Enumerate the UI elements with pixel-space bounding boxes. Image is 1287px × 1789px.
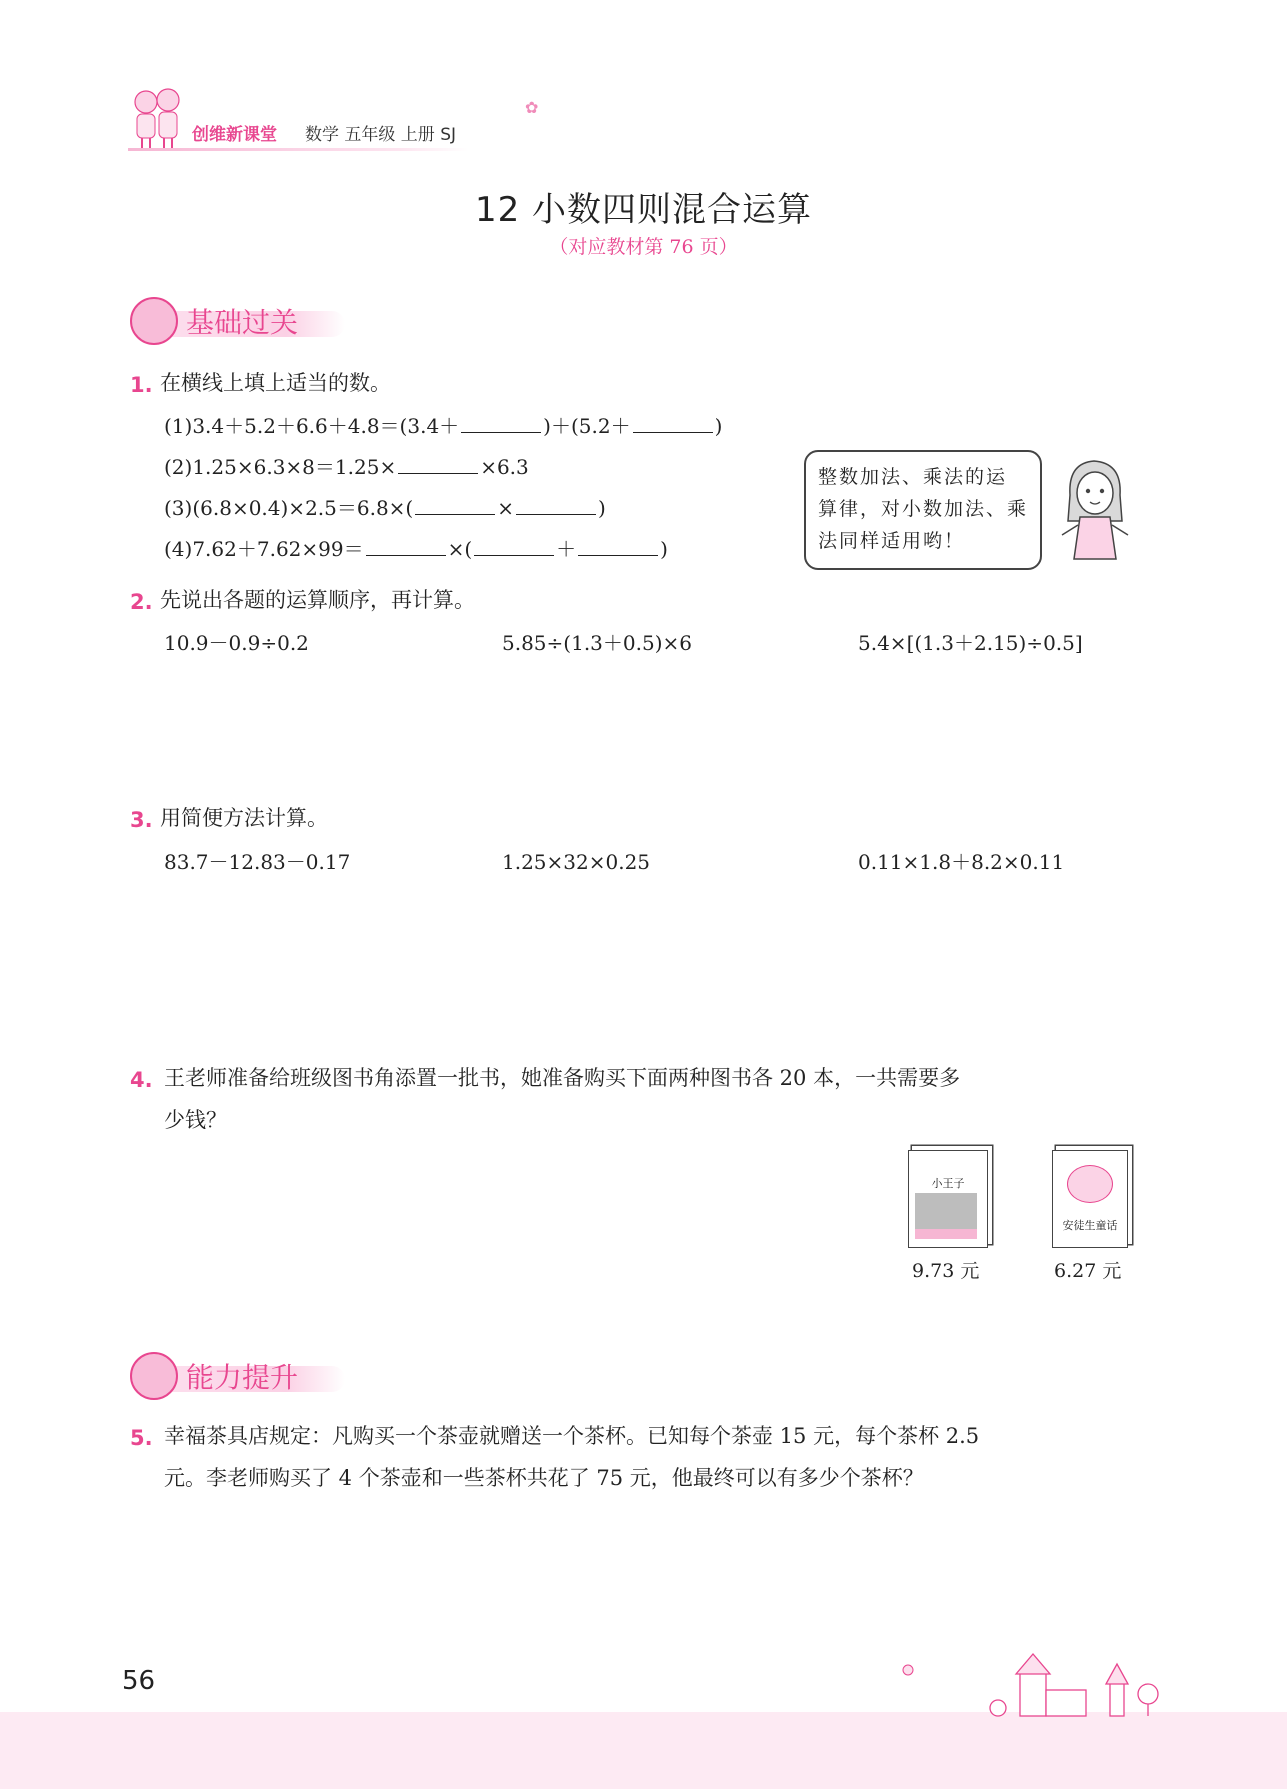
expr-part: ) (660, 537, 668, 561)
question-number: 5. (130, 1426, 153, 1450)
page-title: 12 小数四则混合运算 (474, 190, 813, 230)
expr-part: (4)7.62＋7.62×99＝ (164, 537, 364, 561)
book-title: 安徒生童话 (1062, 1219, 1118, 1232)
header-logo (128, 86, 186, 150)
answer-blank[interactable] (398, 455, 478, 474)
answer-blank[interactable] (461, 414, 541, 433)
page-subtitle: （对应教材第 76 页） (549, 236, 738, 258)
mascot-icon (130, 297, 178, 345)
book-title: 小王子 (931, 1177, 965, 1190)
q1-item-4 (164, 536, 668, 562)
expr-part: ＋ (556, 537, 577, 561)
answer-blank[interactable] (633, 414, 713, 433)
expr-part: ×( (447, 537, 473, 561)
answer-blank[interactable] (366, 537, 446, 556)
q1-item-2 (164, 454, 529, 480)
answer-blank[interactable] (578, 537, 658, 556)
question-text: 用简便方法计算。 (160, 806, 328, 830)
q3-expr-3: 0.11×1.8＋8.2×0.11 (858, 850, 1065, 874)
q2-expr-2: 5.85÷(1.3＋0.5)×6 (502, 631, 692, 655)
q3-expr-1: 83.7－12.83－0.17 (164, 850, 351, 874)
expr-part: × (497, 496, 515, 520)
page-number: 56 (122, 1666, 156, 1696)
q2-expr-1: 10.9－0.9÷0.2 (164, 631, 309, 655)
expr-part: (1)3.4＋5.2＋6.6＋4.8＝(3.4＋ (164, 414, 460, 438)
book-cover (908, 1150, 988, 1248)
header-brand: 创维新课堂 (192, 125, 277, 145)
footer-band (0, 1712, 1287, 1789)
q3-expr-2: 1.25×32×0.25 (502, 850, 651, 874)
question-text-line1: 幸福茶具店规定：凡购买一个茶壶就赠送一个茶杯。已知每个茶壶 15 元，每个茶杯 2.5 (164, 1424, 980, 1448)
header-subject: 数学 五年级 上册 SJ (305, 125, 457, 145)
section-basic-title: 基础过关 (186, 306, 299, 339)
girl-illustration (1058, 455, 1132, 563)
section-basic-banner (130, 297, 345, 345)
question-number: 3. (130, 808, 153, 832)
q2-expr-3: 5.4×[(1.3＋2.15)÷0.5] (858, 631, 1083, 655)
question-text: 在横线上填上适当的数。 (160, 371, 391, 395)
q1-item-3 (164, 495, 606, 521)
answer-blank[interactable] (474, 537, 554, 556)
q1-item-1 (164, 413, 722, 439)
book-illustration (1067, 1165, 1113, 1203)
expr-part: ) (598, 496, 606, 520)
bubble-line: 整数加法、乘法的运 (818, 466, 1008, 488)
book-price: 6.27 元 (1054, 1260, 1122, 1282)
expr-part: )＋(5.2＋ (543, 414, 631, 438)
section-advanced-title: 能力提升 (186, 1361, 299, 1394)
mascot-icon (130, 1352, 178, 1400)
expr-part: ) (714, 414, 723, 438)
castle-illustration (880, 1650, 1170, 1718)
expr-part: (3)(6.8×0.4)×2.5＝6.8×( (164, 496, 414, 520)
bubble-line: 法同样适用哟！ (818, 530, 966, 552)
answer-blank[interactable] (415, 496, 495, 515)
question-number: 4. (130, 1068, 153, 1092)
book-cover (1052, 1150, 1128, 1248)
book-illustration (915, 1193, 977, 1239)
bubble-line: 算律，对小数加法、乘 (818, 498, 1029, 520)
answer-blank[interactable] (516, 496, 596, 515)
question-text-line2: 少钱？ (164, 1108, 227, 1132)
butterfly-icon: ✿ (525, 98, 539, 117)
question-number: 2. (130, 590, 153, 614)
question-text-line2: 元。李老师购买了 4 个茶壶和一些茶杯共花了 75 元，他最终可以有多少个茶杯？ (164, 1466, 924, 1490)
expr-part: (2)1.25×6.3×8＝1.25× (164, 455, 397, 479)
question-number: 1. (130, 373, 153, 397)
section-advanced-banner (130, 1352, 345, 1400)
expr-part: ×6.3 (480, 455, 529, 479)
question-text: 先说出各题的运算顺序，再计算。 (160, 588, 475, 612)
header-divider (128, 148, 468, 151)
book-price: 9.73 元 (912, 1260, 980, 1282)
speech-bubble (804, 450, 1042, 570)
question-text-line1: 王老师准备给班级图书角添置一批书，她准备购买下面两种图书各 20 本，一共需要多 (164, 1066, 961, 1090)
